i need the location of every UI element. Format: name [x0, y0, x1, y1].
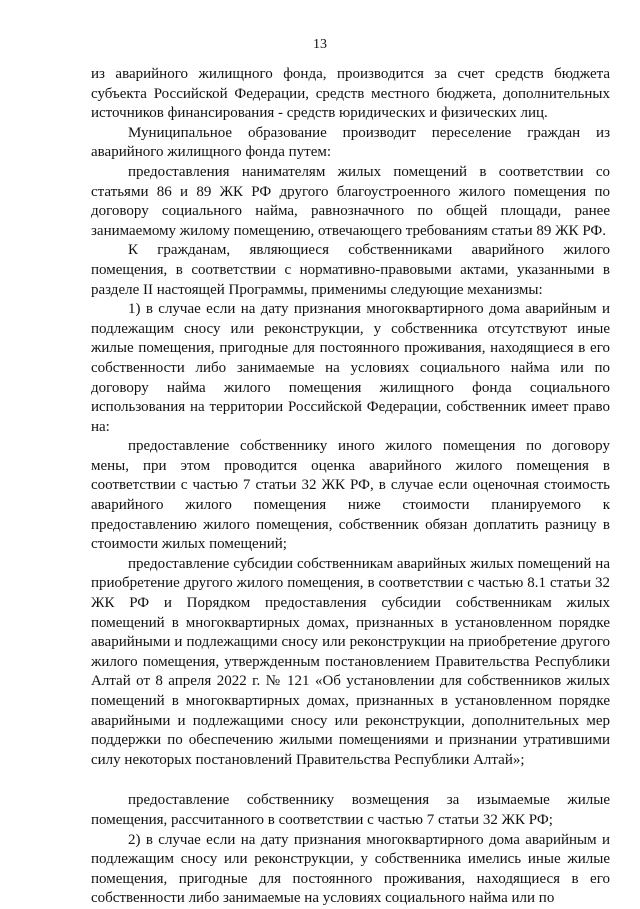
page-number: 13 — [313, 37, 327, 52]
document-body — [91, 65, 610, 909]
paragraph-tenants-provision: предоставления нанимателям жилых помещений в соответствии со статьями 86 и 89 ЖК РФ другого благоустроенного жилого помещения по договору социального найма, равнозначного по общей площади, ранее занимаемому жилому помещению, отвечающего требованиям статьи 89 ЖК РФ. — [91, 163, 610, 239]
paragraph-compensation: предоставление собственнику возмещения за изымаемые жилые помещения, рассчитанного в соответствии с частью 7 статьи 32 ЖК РФ; — [91, 792, 610, 828]
paragraph-spacer — [91, 770, 610, 791]
paragraph-owners-mechanisms: К гражданам, являющиеся собственниками аварийного жилого помещения, в соответствии с нормативно-правовыми актами, указанными в разделе II настоящей Программы, применимы следующие механизмы: — [91, 242, 610, 298]
paragraph-mechanism-2: 2) в случае если на дату признания многоквартирного дома аварийным и подлежащим сносу или реконструкции, у собственника имелись иные жилые помещения, пригодные для постоянного проживания, находящиеся в его собственности либо занимаемые на условиях социального найма или по — [91, 831, 610, 907]
paragraph-resettlement-intro: Муниципальное образование производит переселение граждан из аварийного жилищного фонда путем: — [91, 124, 610, 161]
paragraph-funding-sources: из аварийного жилищного фонда, производится за счет средств бюджета субъекта Российской Федерации, средств местного бюджета, дополнительных источников финансирования - средств юридических и физических лиц. — [91, 66, 610, 122]
paragraph-mechanism-1: 1) в случае если на дату признания многоквартирного дома аварийным и подлежащим сносу или реконструкции, у собственника отсутствуют иные жилые помещения, пригодные для постоянного проживания, находящиеся в его собственности либо занимаемые на условиях социального найма или по договору найма жилого помещения жилищного фонда социального использования на территории Российской Федерации, собственник имеет право на: — [91, 301, 610, 435]
paragraph-exchange-agreement: предоставление собственнику иного жилого помещения по договору мены, при этом проводится оценка аварийного жилого помещения в соответствии с частью 7 статьи 32 ЖК РФ, в случае если оценочная стоимость аварийного жилого помещения ниже стоимости планируемого к предоставлению жилого помещения, собственник обязан доплатить разницу в стоимости жилых помещений; — [91, 438, 610, 553]
paragraph-subsidy: предоставление субсидии собственникам аварийных жилых помещений на приобретение другого жилого помещения, в соответствии с частью 8.1 статьи 32 ЖК РФ и Порядком предоставления субсидии собственникам жилых помещений в многоквартирных домах, признанных в установленном порядке аварийными и подлежащими сносу или реконструкции на приобретение другого жилого помещения, утвержденным постановлением Правительства Республики Алтай от 8 апреля 2022 г. № 121 «Об установлении для собственников жилых помещений в многоквартирных домах, признанных в установленном порядке аварийными и подлежащими сносу или реконструкции, дополнительных мер поддержки по обеспечению жилыми помещениями и признании утратившими силу некоторых постановлений Правительства Республики Алтай»; — [91, 555, 610, 768]
